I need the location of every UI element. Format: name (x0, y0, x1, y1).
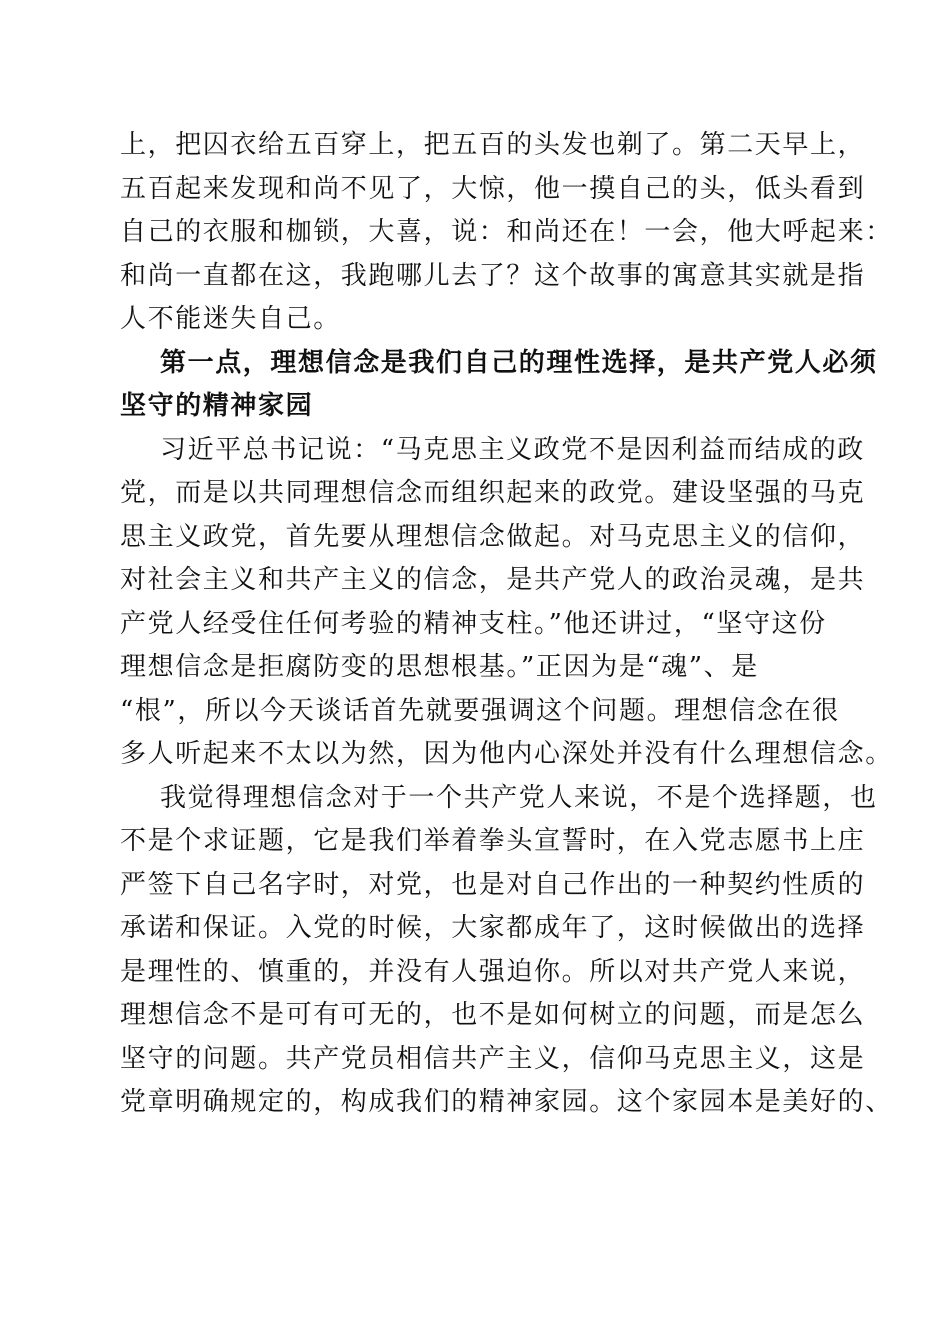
text-line: 坚守的问题。共产党员相信共产主义，信仰马克思主义，这是 (120, 1043, 866, 1074)
heading-line: 第一点，理想信念是我们自己的理性选择，是共产党人必须 (160, 347, 878, 378)
text-line: 上，把囚衣给五百穿上，把五百的头发也剃了。第二天早上， (120, 130, 866, 160)
text-line: 五百起来发现和尚不见了，大惊，他一摸自己的头，低头看到 (120, 173, 866, 204)
document-page (120, 124, 893, 1125)
text-line: “根”，所以今天谈话首先就要强调这个问题。理想信念在很 (120, 695, 840, 726)
text-line: 严签下自己名字时，对党，也是对自己作出的一种契约性质的 (120, 869, 866, 900)
text-line: 自己的衣服和枷锁，大喜，说：和尚还在！一会，他大呼起来： (120, 217, 893, 247)
text-line: 产党人经受住任何考验的精神支柱。”他还讲过，“坚守这份 (120, 608, 827, 639)
text-line: 党，而是以共同理想信念而组织起来的政党。建设坚强的马克 (120, 478, 866, 508)
text-line: 理想信念是拒腐防变的思想根基。”正因为是“魂”、是 (120, 652, 759, 682)
section-heading (120, 342, 878, 429)
text-line: 和尚一直都在这，我跑哪儿去了？这个故事的寓意其实就是指 (120, 260, 866, 291)
text-line: 是理性的、慎重的，并没有人强迫你。所以对共产党人来说， (120, 956, 866, 987)
paragraph-story-end (120, 124, 893, 342)
heading-line: 坚守的精神家园 (120, 391, 314, 421)
text-line: 我觉得理想信念对于一个共产党人来说，不是个选择题，也 (160, 782, 878, 813)
text-line: 习近平总书记说：“马克思主义政党不是因利益而结成的政 (160, 434, 865, 465)
text-line: 对社会主义和共产主义的信念，是共产党人的政治灵魂，是共 (120, 565, 866, 595)
text-line: 承诺和保证。入党的时候，大家都成年了，这时候做出的选择 (120, 913, 866, 943)
text-line: 理想信念不是可有可无的，也不是如何树立的问题，而是怎么 (120, 1000, 866, 1030)
text-line: 思主义政党，首先要从理想信念做起。对马克思主义的信仰， (120, 521, 866, 552)
text-line: 不是个求证题，它是我们举着拳头宣誓时，在入党志愿书上庄 (120, 826, 866, 856)
paragraph-opinion (120, 777, 893, 1125)
text-line: 人不能迷失自己。 (120, 304, 341, 334)
text-line: 多人听起来不太以为然，因为他内心深处并没有什么理想信念。 (120, 739, 893, 769)
paragraph-quote (120, 429, 893, 777)
text-line: 党章明确规定的，构成我们的精神家园。这个家园本是美好的、 (120, 1087, 893, 1117)
